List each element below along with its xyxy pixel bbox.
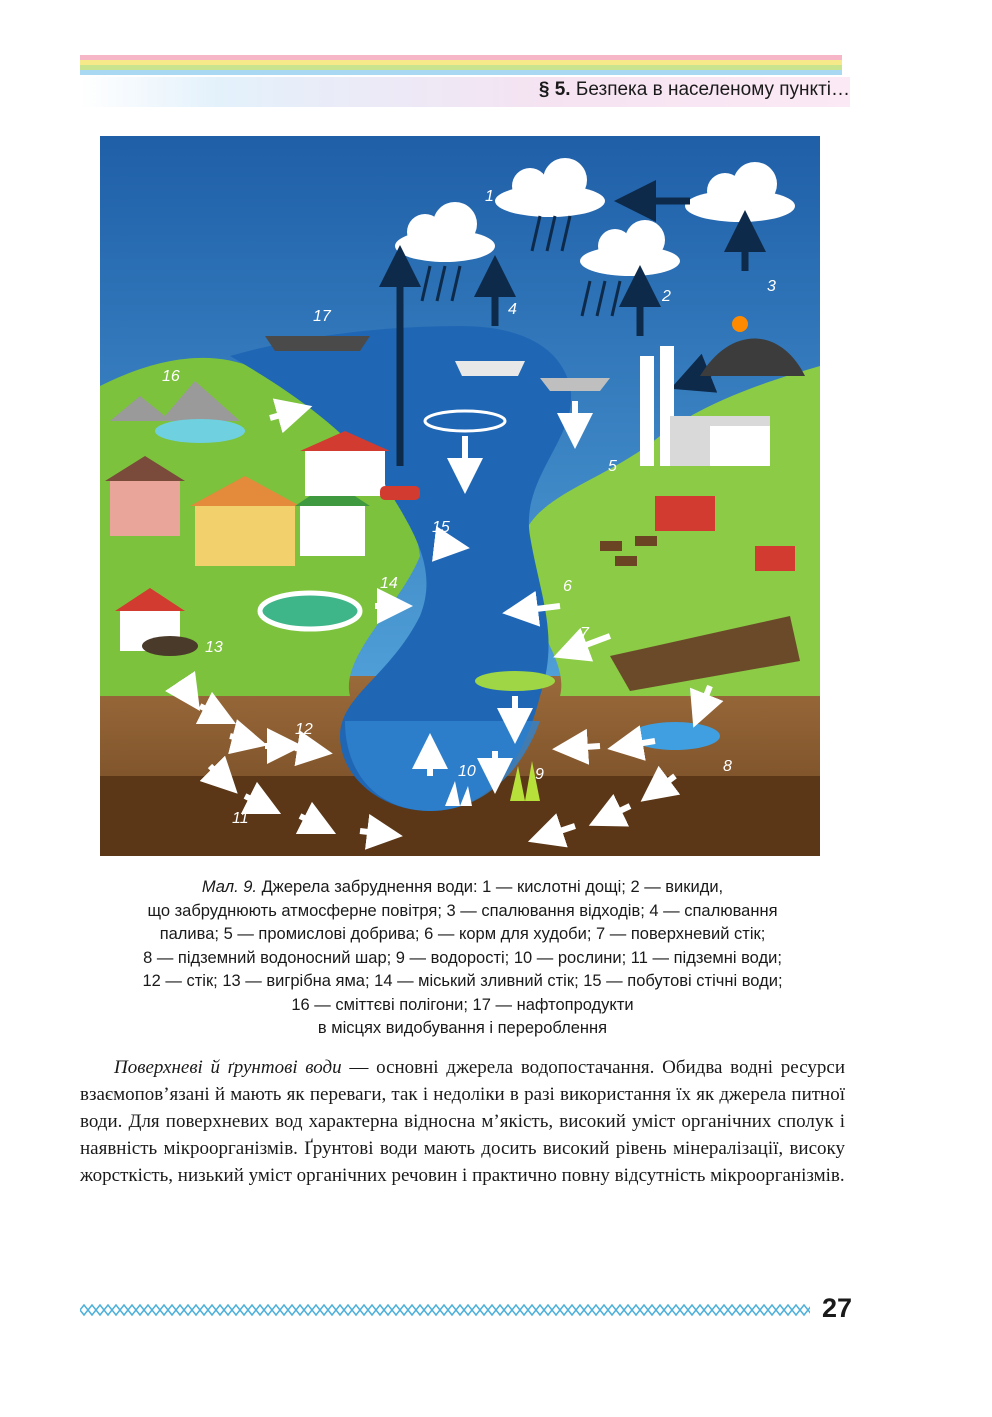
algae-patch [475,671,555,691]
storm-drain-pond [260,593,360,629]
water-pollution-figure [100,136,820,856]
stripe-blue [80,70,842,75]
figure-label-13: 13 [205,639,223,656]
caption-line-7: в місцях видобування і перероблення [317,1019,608,1037]
figure-label-7: 7 [580,625,589,642]
figure-label-17: 17 [313,308,331,325]
figure-label-16: 16 [162,368,180,385]
body-term: Поверхневі й ґрунтові води [114,1057,342,1078]
fire-icon [732,316,748,332]
figure-label-5: 5 [608,458,617,475]
body-text: — основні джерела водопостачання. Обидва водні ресурси взаємопов’язані й мають як переваги, так і недоліки в разі використання їх як джерела питної води. Для поверхневих вод характерна відносна м’якість, високий уміст органічних сполук і наявність мікроорганізмів. Ґрунтові води мають досить високий рівень мінералізації, високу жорсткість, низький уміст органічних речовин і практично повну відсутність мікроорганізмів. [80,1057,845,1186]
figure-label-6: 6 [563,578,572,595]
caption-line-3: палива; 5 — промислові добрива; 6 — корм для худоби; 7 — поверхневий стік; [159,925,766,943]
footer-ornament [80,1300,810,1320]
caption-line-2: що забруднюють атмосферне повітря; 3 — спалювання відходів; 4 — спалювання [147,901,778,920]
cesspool [142,636,198,656]
ship [455,361,525,376]
oil-tanker [265,336,370,351]
caption-line-1: Мал. 9. Джерела забруднення води: 1 — кислотні дощі; 2 — викиди, [201,878,724,896]
caption-prefix: Мал. 9. [201,878,258,896]
caption-line-4: 8 — підземний водоносний шар; 9 — водорості; 10 — рослини; 11 — підземні води; [143,948,782,967]
page-number: 27 [822,1293,853,1323]
figure-label-15: 15 [432,519,450,536]
figure-label-4: 4 [508,301,517,318]
caption-line-6: 16 — сміттєві полігони; 17 — нафтопродукти [291,995,634,1014]
figure-label-8: 8 [723,758,732,775]
tractor [755,546,795,571]
header-stripes [80,55,842,75]
figure-label-14: 14 [380,575,398,592]
body-paragraph [80,1054,845,1189]
section-title: Безпека в населеному пункті… [575,79,850,100]
running-header [539,79,850,101]
barn [655,496,715,531]
coal-barge [540,378,610,391]
figure-label-10: 10 [458,763,476,780]
figure-label-2: 2 [662,288,671,305]
landfill-pond [155,419,245,443]
section-number: § 5. [538,79,571,100]
figure-label-3: 3 [767,278,776,295]
figure-caption [80,876,845,1041]
figure-label-1: 1 [485,188,494,205]
figure-label-9: 9 [535,766,544,783]
figure-label-11: 11 [232,810,249,827]
caption-line-5: 12 — стік; 13 — вигрібна яма; 14 — міський зливний стік; 15 — побутові стічні води; [142,972,783,990]
figure-label-12: 12 [295,721,313,738]
